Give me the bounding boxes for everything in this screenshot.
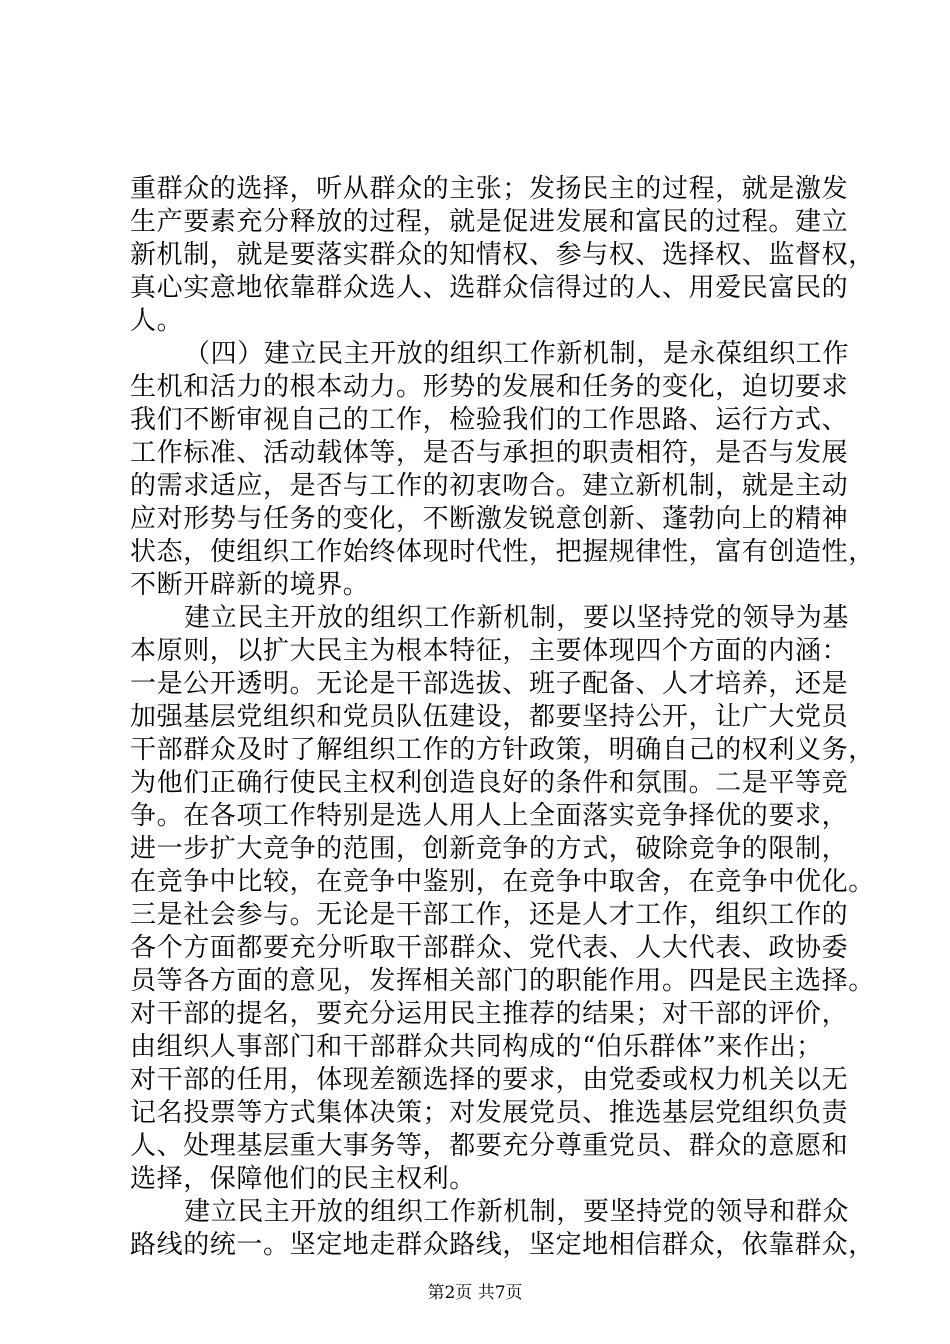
- text-line: 的需求适应，是否与工作的初衷吻合。建立新机制，就是主动: [130, 471, 849, 501]
- text-line: 路线的统一。坚定地走群众路线，坚定地相信群众，依靠群众，: [130, 1230, 875, 1260]
- text-line: 为他们正确行使民主权利创造良好的条件和氛围。二是平等竞: [130, 768, 849, 798]
- paragraph-start-line: 建立民主开放的组织工作新机制，要坚持党的领导和群众: [184, 1197, 850, 1227]
- text-line: 记名投票等方式集体决策；对发展党员、推选基层党组织负责: [130, 1098, 849, 1128]
- text-line: 新机制，就是要落实群众的知情权、参与权、选择权、监督权，: [130, 240, 875, 270]
- text-line: 生机和活力的根本动力。形势的发展和任务的变化，迫切要求: [130, 372, 849, 402]
- text-line: 人。: [130, 306, 184, 336]
- page-number-footer: 第2页 共7页: [427, 1283, 523, 1303]
- text-line: 不断开辟新的境界。: [130, 570, 370, 600]
- text-line: 生产要素充分释放的过程，就是促进发展和富民的过程。建立: [130, 207, 849, 237]
- text-line: 状态，使组织工作始终体现时代性，把握规律性，富有创造性，: [130, 537, 875, 567]
- text-line: 人、处理基层重大事务等，都要充分尊重党员、群众的意愿和: [130, 1131, 849, 1161]
- text-line: 各个方面都要充分听取干部群众、党代表、人大代表、政协委: [130, 933, 849, 963]
- paragraph-start-line: （四）建立民主开放的组织工作新机制，是永葆组织工作: [184, 339, 850, 369]
- text-line: 真心实意地依靠群众选人、选群众信得过的人、用爱民富民的: [130, 273, 849, 303]
- text-line: 一是公开透明。无论是干部选拔、班子配备、人才培养，还是: [130, 669, 849, 699]
- text-line: 应对形势与任务的变化，不断激发锐意创新、蓬勃向上的精神: [130, 504, 849, 534]
- text-line: 我们不断审视自己的工作，检验我们的工作思路、运行方式、: [130, 405, 849, 435]
- text-line: 在竞争中比较，在竞争中鉴别，在竞争中取舍，在竞争中优化。: [130, 867, 875, 897]
- paragraph-start-line: 建立民主开放的组织工作新机制，要以坚持党的领导为基: [184, 603, 850, 633]
- text-line: 对干部的提名，要充分运用民主推荐的结果；对干部的评价，: [130, 999, 849, 1029]
- text-line: 重群众的选择，听从群众的主张；发扬民主的过程，就是激发: [130, 174, 849, 204]
- text-line: 加强基层党组织和党员队伍建设，都要坚持公开，让广大党员: [130, 702, 849, 732]
- text-line: 进一步扩大竞争的范围，创新竞争的方式，破除竞争的限制，: [130, 834, 849, 864]
- text-line: 本原则，以扩大民主为根本特征，主要体现四个方面的内涵：: [130, 636, 849, 666]
- text-line: 干部群众及时了解组织工作的方针政策，明确自己的权利义务，: [130, 735, 875, 765]
- text-line: 对干部的任用，体现差额选择的要求，由党委或权力机关以无: [130, 1065, 849, 1095]
- text-line: 选择，保障他们的民主权利。: [130, 1164, 476, 1194]
- text-line: 三是社会参与。无论是干部工作，还是人才工作，组织工作的: [130, 900, 849, 930]
- text-line: 员等各方面的意见，发挥相关部门的职能作用。四是民主选择。: [130, 966, 875, 996]
- text-line: 争。在各项工作特别是选人用人上全面落实竞争择优的要求，: [130, 801, 849, 831]
- text-line: 工作标准、活动载体等，是否与承担的职责相符，是否与发展: [130, 438, 849, 468]
- text-line: 由组织人事部门和干部群众共同构成的“伯乐群体”来作出；: [130, 1032, 823, 1062]
